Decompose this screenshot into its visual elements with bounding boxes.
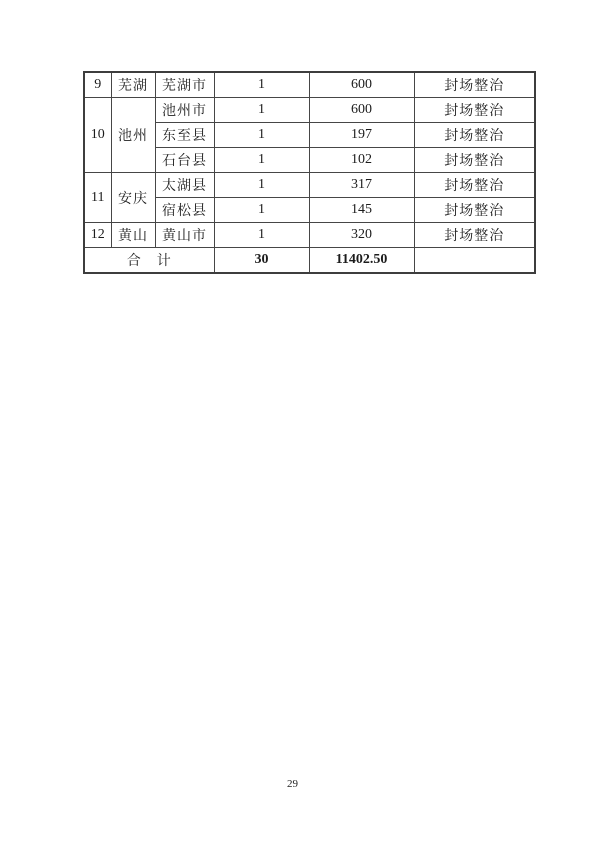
cell-city: 安庆: [111, 173, 155, 223]
cell-amount: 320: [309, 223, 414, 248]
cell-city: 池州: [111, 98, 155, 173]
landfill-remediation-table: [83, 71, 536, 274]
cell-county: 黄山市: [155, 223, 214, 248]
cell-county: 东至县: [155, 123, 214, 148]
total-row: [84, 248, 535, 274]
cell-amount: 317: [309, 173, 414, 198]
cell-method: 封场整治: [414, 173, 535, 198]
total-method-empty: [414, 248, 535, 274]
cell-count: 1: [214, 72, 309, 98]
cell-method: 封场整治: [414, 72, 535, 98]
cell-count: 1: [214, 198, 309, 223]
cell-count: 1: [214, 98, 309, 123]
cell-count: 1: [214, 173, 309, 198]
cell-method: 封场整治: [414, 223, 535, 248]
cell-method: 封场整治: [414, 98, 535, 123]
cell-count: 1: [214, 123, 309, 148]
cell-method: 封场整治: [414, 148, 535, 173]
page-number: 29: [287, 778, 298, 790]
cell-county: 石台县: [155, 148, 214, 173]
cell-amount: 197: [309, 123, 414, 148]
table-row: [84, 223, 535, 248]
cell-method: 封场整治: [414, 198, 535, 223]
total-amount: 11402.50: [309, 248, 414, 274]
cell-county: 宿松县: [155, 198, 214, 223]
total-count: 30: [214, 248, 309, 274]
cell-no: 10: [84, 98, 111, 173]
cell-amount: 600: [309, 98, 414, 123]
cell-count: 1: [214, 223, 309, 248]
cell-city: 黄山: [111, 223, 155, 248]
cell-no: 11: [84, 173, 111, 223]
cell-no: 9: [84, 72, 111, 98]
cell-county: 池州市: [155, 98, 214, 123]
cell-no: 12: [84, 223, 111, 248]
cell-county: 芜湖市: [155, 72, 214, 98]
cell-amount: 102: [309, 148, 414, 173]
cell-amount: 145: [309, 198, 414, 223]
table-row: [84, 98, 535, 123]
table-row: [84, 173, 535, 198]
cell-city: 芜湖: [111, 72, 155, 98]
cell-count: 1: [214, 148, 309, 173]
cell-amount: 600: [309, 72, 414, 98]
cell-county: 太湖县: [155, 173, 214, 198]
total-label: 合 计: [84, 248, 214, 274]
cell-method: 封场整治: [414, 123, 535, 148]
table-row: [84, 72, 535, 98]
